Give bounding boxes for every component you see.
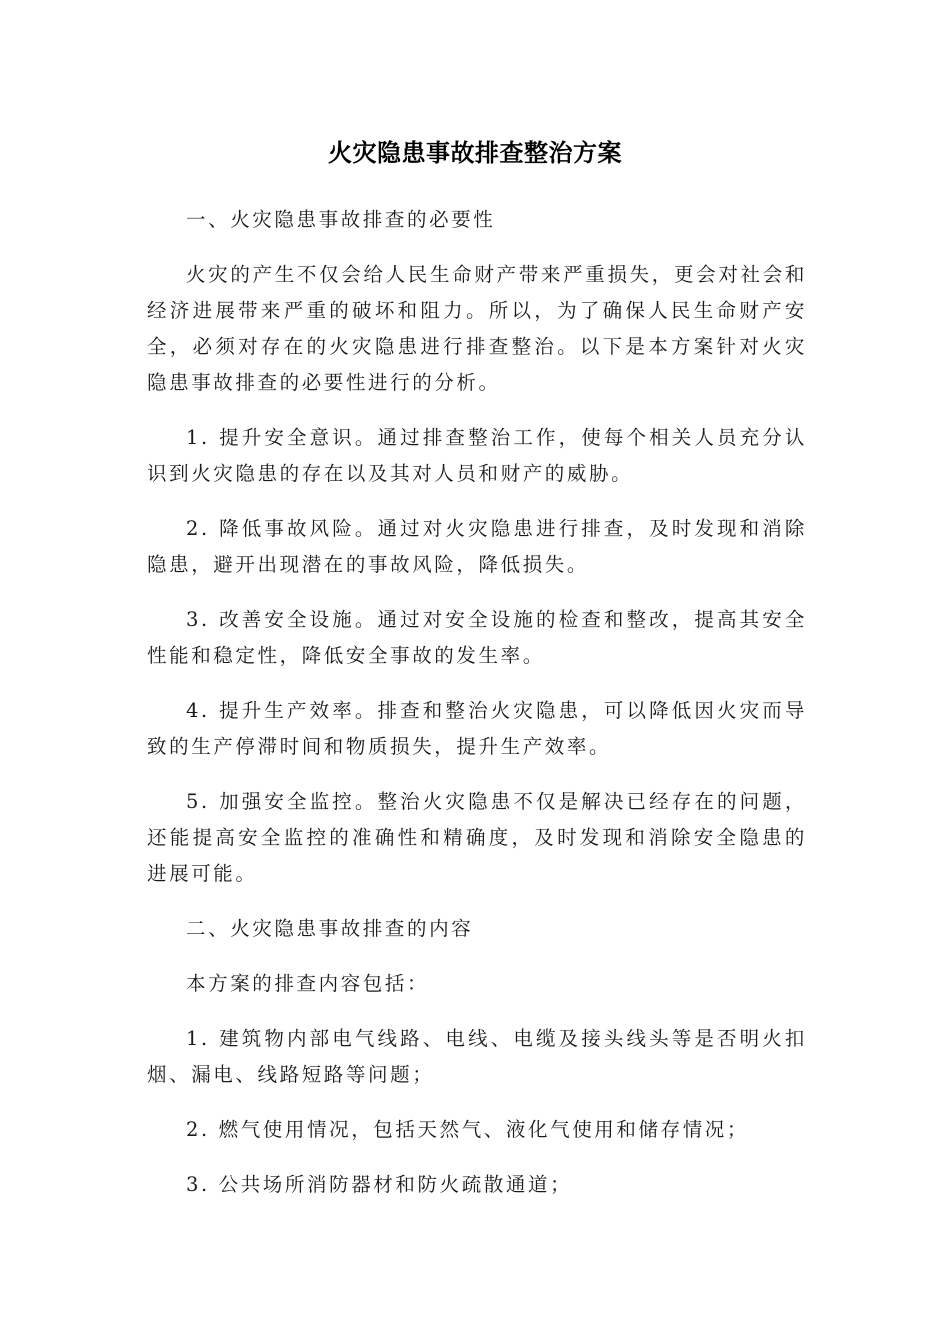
content-item-fire-equipment: 3. 公共场所消防器材和防火疏散通道；: [186, 1173, 573, 1196]
section-heading-content: 二、火灾隐患事故排查的内容: [186, 917, 474, 940]
content-item-electrical: 1. 建筑物内部电气线路、电线、电缆及接头线头等是否明火扣烟、漏电、线路短路等问题；: [147, 1027, 807, 1086]
section-heading-necessity: 一、火灾隐患事故排查的必要性: [186, 208, 496, 231]
list-item-facilities: 3. 改善安全设施。通过对安全设施的检查和整改，提高其安全性能和稳定性，降低安全事故的发生率。: [147, 608, 807, 667]
document-title: 火灾隐患事故排查整治方案: [328, 139, 622, 167]
list-item-risk: 2. 降低事故风险。通过对火灾隐患进行排查，及时发现和消除隐患，避开出现潜在的事故风险，降低损失。: [147, 517, 807, 576]
content-item-gas: 2. 燃气使用情况，包括天然气、液化气使用和储存情况；: [186, 1118, 750, 1141]
document-body: [147, 202, 807, 1222]
list-item-monitoring: 5. 加强安全监控。整治火灾隐患不仅是解决已经存在的问题，还能提高安全监控的准确性和精确度，及时发现和消除安全隐患的进展可能。: [147, 790, 807, 885]
paragraph-content-intro: 本方案的排查内容包括：: [186, 972, 430, 995]
list-item-awareness: 1. 提升安全意识。通过排查整治工作，使每个相关人员充分认识到火灾隐患的存在以及其对人员和财产的威胁。: [147, 426, 807, 485]
paragraph-intro: 火灾的产生不仅会给人民生命财产带来严重损失，更会对社会和经济进展带来严重的破坏和阻力。所以，为了确保人民生命财产安全，必须对存在的火灾隐患进行排查整治。以下是本方案针对火灾隐患事故排查的必要性进行的分析。: [147, 263, 807, 394]
list-item-efficiency: 4. 提升生产效率。排查和整治火灾隐患，可以降低因火灾而导致的生产停滞时间和物质损失，提升生产效率。: [147, 699, 807, 758]
